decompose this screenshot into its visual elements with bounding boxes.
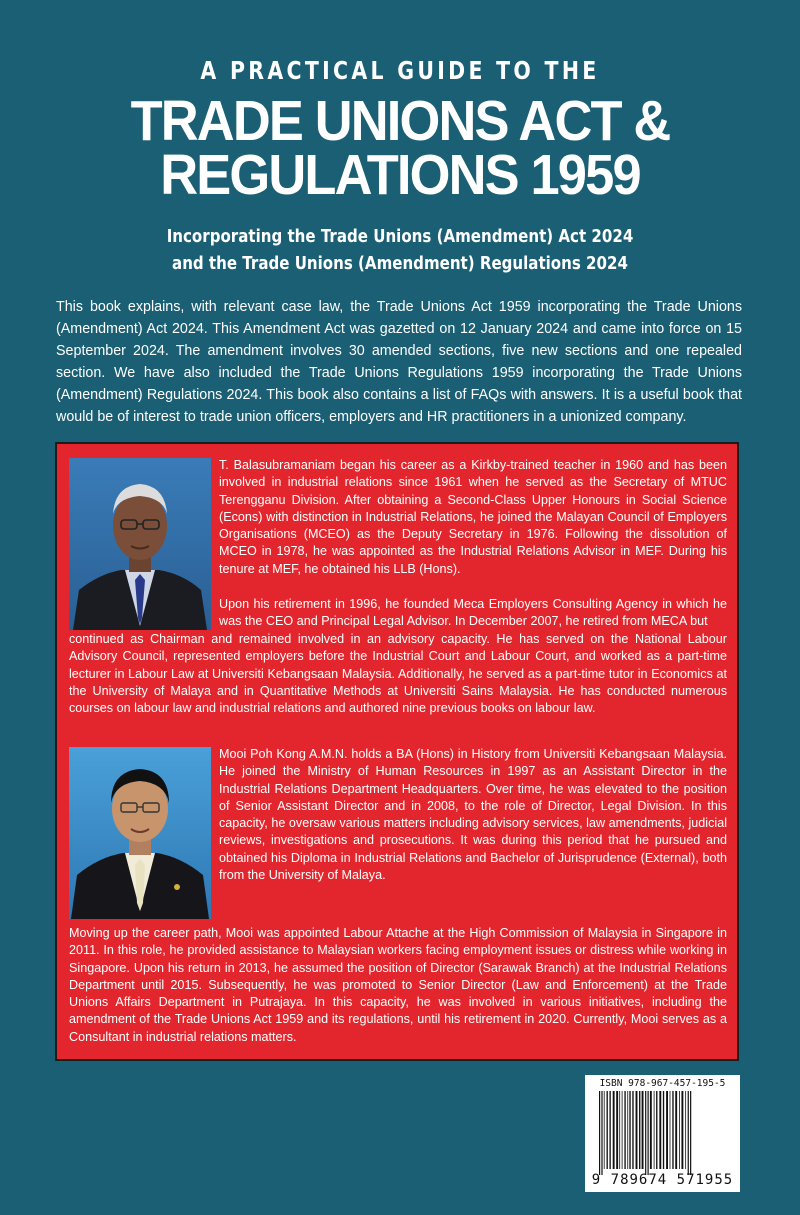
- book-title: [32, 89, 768, 207]
- barcode-bar: [648, 1091, 649, 1175]
- barcode-bar: [654, 1091, 655, 1169]
- book-subtitle: [56, 224, 744, 278]
- isbn-label: ISBN 978-967-457-195-5: [599, 1078, 726, 1089]
- barcode-bar: [681, 1091, 683, 1169]
- barcode-bar: [627, 1091, 628, 1169]
- book-title-line-2: REGULATIONS 1959: [160, 143, 640, 207]
- author1-photo: [69, 458, 211, 630]
- barcode-bar: [639, 1091, 640, 1169]
- barcode-bar: [604, 1091, 605, 1169]
- author2-bio-para2: Moving up the career path, Mooi was appointed Labour Attache at the High Commission of Malaysia in Singapore in 2011. In this role, he provided assistance to Malaysian workers facing employment issues or distress while working in Singapore. Upon his return in 2013, he assumed the position of Director (Sarawak Branch) at the Industrial Relations Department until 2015. Subsequently, he was promoted to Senior Director (Law and Enforcement) at the Trade Unions Affairs Department in Putrajaya. In this capacity, he was involved in various initiatives, including the amendment of the Trade Unions Act 1959 and its regulations, until his retirement in 2020. Currently, Mooi serves as a Consultant in industrial relations matters.: [69, 926, 727, 1044]
- barcode-bar: [599, 1091, 600, 1175]
- barcode-bar: [619, 1091, 620, 1169]
- barcode-bar: [622, 1091, 623, 1169]
- barcode-bar: [642, 1091, 644, 1169]
- barcode-bar: [685, 1091, 686, 1169]
- barcode-bar: [663, 1091, 664, 1169]
- barcode-bar: [666, 1091, 668, 1169]
- author1-bio-para2a: Upon his retirement in 1996, he founded Meca Employers Consulting Agency in which he was the CEO and Principal Legal Advisor. In December 2007, he retired from MECA but: [219, 597, 727, 629]
- subtitle-line-1: Incorporating the Trade Unions (Amendment) Act 2024: [166, 227, 634, 247]
- barcode-bar: [624, 1091, 625, 1169]
- pre-title: A PRACTICAL GUIDE TO THE: [200, 56, 600, 85]
- barcode-bar: [613, 1091, 615, 1169]
- barcode-bar: [690, 1091, 691, 1175]
- barcode-bar: [659, 1091, 661, 1169]
- barcode-bar: [636, 1091, 638, 1169]
- barcode-bar: [629, 1091, 630, 1169]
- barcode-bar: [632, 1091, 633, 1169]
- book-title-line-1: TRADE UNIONS ACT &: [130, 89, 670, 153]
- barcode-bar: [601, 1091, 602, 1175]
- author2-bio-para1: Mooi Poh Kong A.M.N. holds a BA (Hons) in History from Universiti Kebangsaan Malaysia. He joined the Ministry of Human Resources in 1997 as an Assistant Director in the Industrial Relations Department Headquarters. Over time, he was elevated to the position of Senior Assistant Director and in 2008, to the role of Director, Legal Division. In this capacity, he oversaw various matters including advisory services, law amendments, judicial reviews, investigations and prosecutions. It was during this period that he pursued and obtained his Diploma in Industrial Relations and Bachelor of Jurisprudence (External), both from the University of Malaya.: [219, 747, 727, 883]
- author-bio-box: [55, 442, 739, 1061]
- author2-portrait-icon: [69, 747, 211, 919]
- barcode-bar: [656, 1091, 657, 1169]
- barcode-bar: [609, 1091, 610, 1169]
- isbn-barcode: [585, 1075, 740, 1192]
- barcode-bar: [645, 1091, 646, 1175]
- subtitle-line-2: and the Trade Unions (Amendment) Regulations 2024: [172, 254, 628, 274]
- barcode-bar: [650, 1091, 652, 1169]
- barcode-bar: [607, 1091, 608, 1169]
- author1-portrait-icon: [69, 458, 211, 630]
- barcode-bar: [670, 1091, 671, 1169]
- barcode-bar: [688, 1091, 689, 1175]
- author2-photo: [69, 747, 211, 919]
- author1-bio-para2b: continued as Chairman and remained involved in an advisory capacity. He has served on the National Labour Advisory Council, represented employers before the Industrial Court and Labour Court, and worked as a part-time lecturer in Labour Law at Universiti Kebangsaan Malaysia. Additionally, he served as a part-time tutor in Economics at the University of Malaya and in Quantitative Methods at Universiti Sains Malaysia. He has conducted numerous courses on labour law and industrial relations and authored nine previous books on labour law.: [69, 632, 727, 716]
- barcode-bar: [675, 1091, 677, 1169]
- author1-bio-para1: T. Balasubramaniam began his career as a Kirkby-trained teacher in 1960 and has been involved in industrial relations since 1961 when he served as the Secretary of MTUC Terengganu Division. After obtaining a Second-Class Upper Honours in Social Science (Econs) with distinction in Industrial Relations, he joined the Malayan Council of Employers Organisations (MCEO) as the Deputy Secretary in 1976. Following the dissolution of MCEO in 1978, he was appointed as the Industrial Relations Advisor in MEF. During his tenure at MEF, he obtained his LLB (Hons).: [219, 458, 727, 576]
- book-description: This book explains, with relevant case law, the Trade Unions Act 1959 incorporating the Trade Unions (Amendment) Act 2024. This Amendment Act was gazetted on 12 January 2024 and came into force on 15 September 2024. The amendment involves 30 amended sections, five new sections and one repealed section. We have also included the Trade Unions Regulations 1959 incorporating the Trade Unions (Amendment) Regulations 2024. This book also contains a list of FAQs with answers. It is a useful book that would be of interest to trade union officers, employers and HR practitioners in a unionized company.: [56, 299, 742, 426]
- ean-digits: 9 789674 571955: [591, 1172, 734, 1188]
- barcode-bar: [672, 1091, 673, 1169]
- barcode-bar: [616, 1091, 618, 1169]
- barcode-bar: [679, 1091, 680, 1169]
